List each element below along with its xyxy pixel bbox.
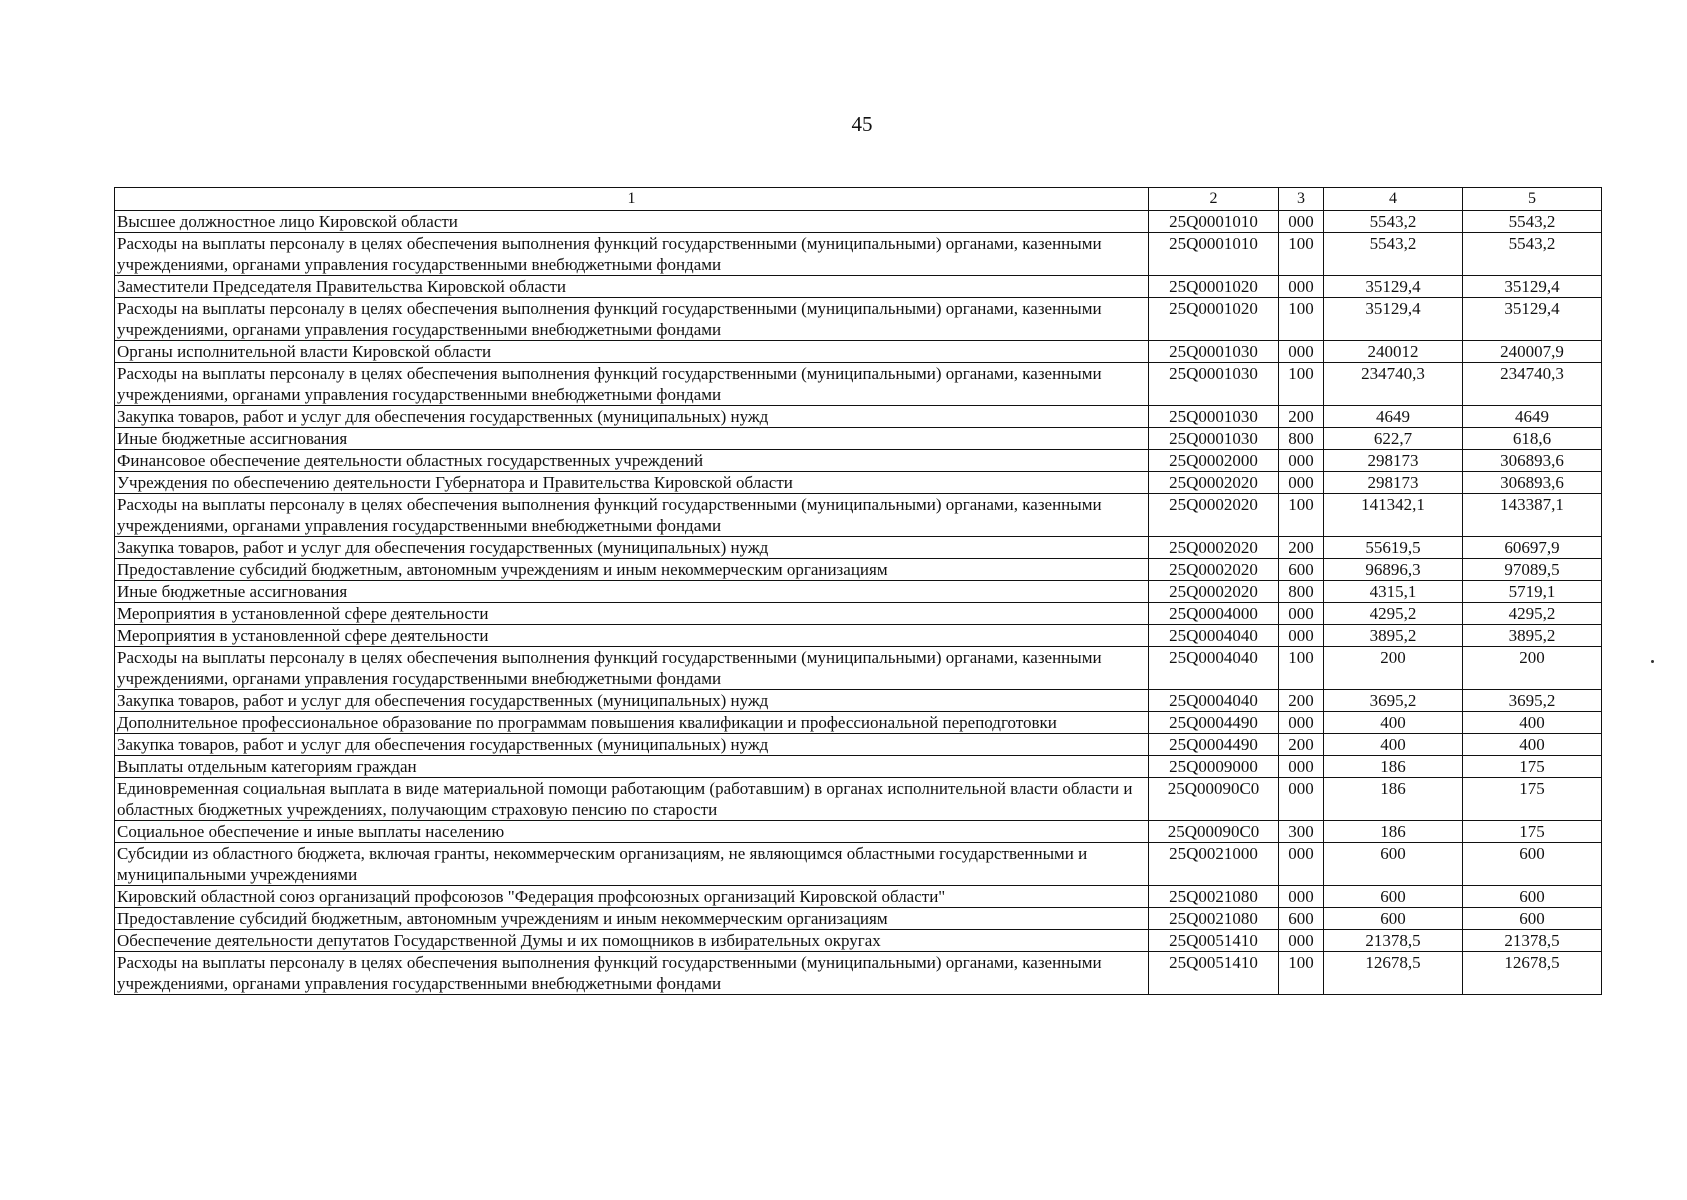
cell-kind: 100 (1279, 647, 1324, 690)
cell-code: 25Q00090C0 (1149, 778, 1279, 821)
table-body (115, 211, 1602, 995)
header-col-5: 5 (1463, 188, 1602, 211)
cell-name: Закупка товаров, работ и услуг для обеспечения государственных (муниципальных) нужд (115, 406, 1149, 428)
cell-code: 25Q0002020 (1149, 559, 1279, 581)
table-row (115, 428, 1602, 450)
cell-v5: 5543,2 (1463, 233, 1602, 276)
cell-v5: 4295,2 (1463, 603, 1602, 625)
table-header (115, 188, 1602, 211)
cell-v4: 298173 (1324, 450, 1463, 472)
cell-code: 25Q0004490 (1149, 712, 1279, 734)
cell-name: Предоставление субсидий бюджетным, автономным учреждениям и иным некоммерческим организациям (115, 908, 1149, 930)
cell-kind: 000 (1279, 930, 1324, 952)
cell-name: Органы исполнительной власти Кировской области (115, 341, 1149, 363)
table-row (115, 363, 1602, 406)
cell-v5: 97089,5 (1463, 559, 1602, 581)
cell-code: 25Q0001030 (1149, 428, 1279, 450)
cell-v4: 298173 (1324, 472, 1463, 494)
cell-code: 25Q0004000 (1149, 603, 1279, 625)
cell-kind: 100 (1279, 298, 1324, 341)
cell-kind: 800 (1279, 581, 1324, 603)
cell-v5: 3695,2 (1463, 690, 1602, 712)
cell-kind: 100 (1279, 952, 1324, 995)
table-row (115, 603, 1602, 625)
cell-code: 25Q0001020 (1149, 276, 1279, 298)
table-row (115, 952, 1602, 995)
cell-kind: 000 (1279, 756, 1324, 778)
cell-code: 25Q0001030 (1149, 363, 1279, 406)
table-row (115, 756, 1602, 778)
cell-v5: 400 (1463, 712, 1602, 734)
table-row (115, 406, 1602, 428)
cell-code: 25Q0002020 (1149, 472, 1279, 494)
cell-code: 25Q0001010 (1149, 233, 1279, 276)
cell-name: Иные бюджетные ассигнования (115, 581, 1149, 603)
cell-kind: 200 (1279, 734, 1324, 756)
table-row (115, 647, 1602, 690)
header-col-3: 3 (1279, 188, 1324, 211)
table-row (115, 843, 1602, 886)
header-col-1: 1 (115, 188, 1149, 211)
cell-v4: 5543,2 (1324, 233, 1463, 276)
cell-v5: 200 (1463, 647, 1602, 690)
table-row (115, 581, 1602, 603)
cell-v4: 600 (1324, 886, 1463, 908)
table-row (115, 276, 1602, 298)
cell-kind: 000 (1279, 625, 1324, 647)
cell-code: 25Q0051410 (1149, 952, 1279, 995)
cell-v5: 600 (1463, 886, 1602, 908)
table-row (115, 494, 1602, 537)
cell-kind: 000 (1279, 211, 1324, 233)
cell-name: Заместители Председателя Правительства Кировской области (115, 276, 1149, 298)
cell-code: 25Q0021080 (1149, 886, 1279, 908)
cell-v5: 5543,2 (1463, 211, 1602, 233)
cell-v5: 3895,2 (1463, 625, 1602, 647)
cell-code: 25Q0001030 (1149, 341, 1279, 363)
cell-name: Финансовое обеспечение деятельности областных государственных учреждений (115, 450, 1149, 472)
cell-v5: 21378,5 (1463, 930, 1602, 952)
cell-v4: 400 (1324, 712, 1463, 734)
cell-code: 25Q0001030 (1149, 406, 1279, 428)
cell-v5: 4649 (1463, 406, 1602, 428)
cell-v5: 12678,5 (1463, 952, 1602, 995)
table-row (115, 690, 1602, 712)
cell-kind: 000 (1279, 276, 1324, 298)
cell-v5: 234740,3 (1463, 363, 1602, 406)
cell-code: 25Q0004490 (1149, 734, 1279, 756)
cell-name: Расходы на выплаты персоналу в целях обеспечения выполнения функций государственными (муниципальными) органами, казенными учреждениями, органами управления государственными внебюджетными фондами (115, 952, 1149, 995)
header-col-2: 2 (1149, 188, 1279, 211)
cell-v5: 60697,9 (1463, 537, 1602, 559)
cell-v4: 3895,2 (1324, 625, 1463, 647)
cell-kind: 200 (1279, 406, 1324, 428)
table-row (115, 298, 1602, 341)
cell-name: Дополнительное профессиональное образование по программам повышения квалификации и профессиональной переподготовки (115, 712, 1149, 734)
cell-v4: 186 (1324, 756, 1463, 778)
cell-code: 25Q0002020 (1149, 537, 1279, 559)
cell-name: Субсидии из областного бюджета, включая гранты, некоммерческим организациям, не являющимся областными государственными и муниципальными учреждениями (115, 843, 1149, 886)
cell-v4: 96896,3 (1324, 559, 1463, 581)
table-row (115, 734, 1602, 756)
table-row (115, 450, 1602, 472)
cell-kind: 100 (1279, 233, 1324, 276)
header-col-4: 4 (1324, 188, 1463, 211)
page-number: 45 (851, 112, 873, 136)
cell-v5: 306893,6 (1463, 472, 1602, 494)
cell-name: Мероприятия в установленной сфере деятельности (115, 603, 1149, 625)
cell-code: 25Q0002020 (1149, 494, 1279, 537)
cell-kind: 000 (1279, 778, 1324, 821)
cell-code: 25Q0002020 (1149, 581, 1279, 603)
cell-code: 25Q00090C0 (1149, 821, 1279, 843)
cell-name: Закупка товаров, работ и услуг для обеспечения государственных (муниципальных) нужд (115, 734, 1149, 756)
table-row (115, 341, 1602, 363)
cell-v5: 600 (1463, 843, 1602, 886)
cell-v5: 143387,1 (1463, 494, 1602, 537)
cell-v4: 600 (1324, 908, 1463, 930)
cell-name: Кировский областной союз организаций профсоюзов "Федерация профсоюзных организаций Кировской области" (115, 886, 1149, 908)
cell-v4: 35129,4 (1324, 298, 1463, 341)
cell-v4: 186 (1324, 778, 1463, 821)
cell-code: 25Q0021000 (1149, 843, 1279, 886)
cell-name: Расходы на выплаты персоналу в целях обеспечения выполнения функций государственными (муниципальными) органами, казенными учреждениями, органами управления государственными внебюджетными фондами (115, 298, 1149, 341)
cell-name: Расходы на выплаты персоналу в целях обеспечения выполнения функций государственными (муниципальными) органами, казенными учреждениями, органами управления государственными внебюджетными фондами (115, 363, 1149, 406)
cell-v5: 5719,1 (1463, 581, 1602, 603)
table-row (115, 821, 1602, 843)
cell-kind: 100 (1279, 363, 1324, 406)
cell-v5: 35129,4 (1463, 298, 1602, 341)
cell-name: Закупка товаров, работ и услуг для обеспечения государственных (муниципальных) нужд (115, 537, 1149, 559)
cell-v4: 622,7 (1324, 428, 1463, 450)
cell-kind: 200 (1279, 690, 1324, 712)
table-row (115, 537, 1602, 559)
cell-name: Предоставление субсидий бюджетным, автономным учреждениям и иным некоммерческим организациям (115, 559, 1149, 581)
cell-v5: 35129,4 (1463, 276, 1602, 298)
cell-kind: 200 (1279, 537, 1324, 559)
scan-speck (1651, 660, 1654, 663)
cell-name: Выплаты отдельным категориям граждан (115, 756, 1149, 778)
cell-code: 25Q0009000 (1149, 756, 1279, 778)
cell-name: Учреждения по обеспечению деятельности Губернатора и Правительства Кировской области (115, 472, 1149, 494)
cell-v5: 400 (1463, 734, 1602, 756)
cell-name: Иные бюджетные ассигнования (115, 428, 1149, 450)
cell-code: 25Q0051410 (1149, 930, 1279, 952)
cell-v4: 4649 (1324, 406, 1463, 428)
cell-kind: 000 (1279, 843, 1324, 886)
cell-kind: 000 (1279, 472, 1324, 494)
cell-v5: 618,6 (1463, 428, 1602, 450)
cell-v4: 600 (1324, 843, 1463, 886)
cell-name: Расходы на выплаты персоналу в целях обеспечения выполнения функций государственными (муниципальными) органами, казенными учреждениями, органами управления государственными внебюджетными фондами (115, 494, 1149, 537)
cell-v4: 3695,2 (1324, 690, 1463, 712)
header-row (115, 188, 1602, 211)
table-row (115, 233, 1602, 276)
table-row (115, 930, 1602, 952)
table-row (115, 472, 1602, 494)
cell-code: 25Q0004040 (1149, 647, 1279, 690)
cell-v4: 400 (1324, 734, 1463, 756)
cell-v4: 55619,5 (1324, 537, 1463, 559)
cell-v4: 4315,1 (1324, 581, 1463, 603)
cell-name: Расходы на выплаты персоналу в целях обеспечения выполнения функций государственными (муниципальными) органами, казенными учреждениями, органами управления государственными внебюджетными фондами (115, 233, 1149, 276)
cell-v4: 21378,5 (1324, 930, 1463, 952)
cell-v5: 175 (1463, 778, 1602, 821)
cell-v4: 186 (1324, 821, 1463, 843)
cell-code: 25Q0004040 (1149, 625, 1279, 647)
cell-v4: 234740,3 (1324, 363, 1463, 406)
cell-v4: 12678,5 (1324, 952, 1463, 995)
cell-name: Мероприятия в установленной сфере деятельности (115, 625, 1149, 647)
cell-name: Социальное обеспечение и иные выплаты населению (115, 821, 1149, 843)
cell-code: 25Q0021080 (1149, 908, 1279, 930)
cell-kind: 600 (1279, 559, 1324, 581)
budget-table (114, 187, 1602, 995)
cell-v4: 5543,2 (1324, 211, 1463, 233)
cell-code: 25Q0001010 (1149, 211, 1279, 233)
table-row (115, 778, 1602, 821)
cell-v4: 240012 (1324, 341, 1463, 363)
cell-v5: 240007,9 (1463, 341, 1602, 363)
cell-kind: 800 (1279, 428, 1324, 450)
cell-kind: 000 (1279, 712, 1324, 734)
cell-name: Расходы на выплаты персоналу в целях обеспечения выполнения функций государственными (муниципальными) органами, казенными учреждениями, органами управления государственными внебюджетными фондами (115, 647, 1149, 690)
cell-kind: 300 (1279, 821, 1324, 843)
cell-name: Высшее должностное лицо Кировской области (115, 211, 1149, 233)
cell-v5: 600 (1463, 908, 1602, 930)
cell-kind: 000 (1279, 450, 1324, 472)
cell-kind: 000 (1279, 886, 1324, 908)
table-row (115, 908, 1602, 930)
cell-v4: 141342,1 (1324, 494, 1463, 537)
table-row (115, 886, 1602, 908)
cell-v4: 200 (1324, 647, 1463, 690)
cell-v5: 175 (1463, 821, 1602, 843)
cell-v4: 4295,2 (1324, 603, 1463, 625)
cell-kind: 000 (1279, 341, 1324, 363)
cell-name: Единовременная социальная выплата в виде материальной помощи работающим (работавшим) в органах исполнительной власти области и областных бюджетных учреждениях, получающим страховую пенсию по старости (115, 778, 1149, 821)
cell-kind: 100 (1279, 494, 1324, 537)
cell-name: Закупка товаров, работ и услуг для обеспечения государственных (муниципальных) нужд (115, 690, 1149, 712)
cell-code: 25Q0001020 (1149, 298, 1279, 341)
cell-code: 25Q0004040 (1149, 690, 1279, 712)
cell-name: Обеспечение деятельности депутатов Государственной Думы и их помощников в избирательных округах (115, 930, 1149, 952)
table-row (115, 211, 1602, 233)
table-row (115, 712, 1602, 734)
cell-kind: 600 (1279, 908, 1324, 930)
cell-v5: 306893,6 (1463, 450, 1602, 472)
table-row (115, 559, 1602, 581)
cell-v5: 175 (1463, 756, 1602, 778)
cell-code: 25Q0002000 (1149, 450, 1279, 472)
table-row (115, 625, 1602, 647)
cell-v4: 35129,4 (1324, 276, 1463, 298)
cell-kind: 000 (1279, 603, 1324, 625)
